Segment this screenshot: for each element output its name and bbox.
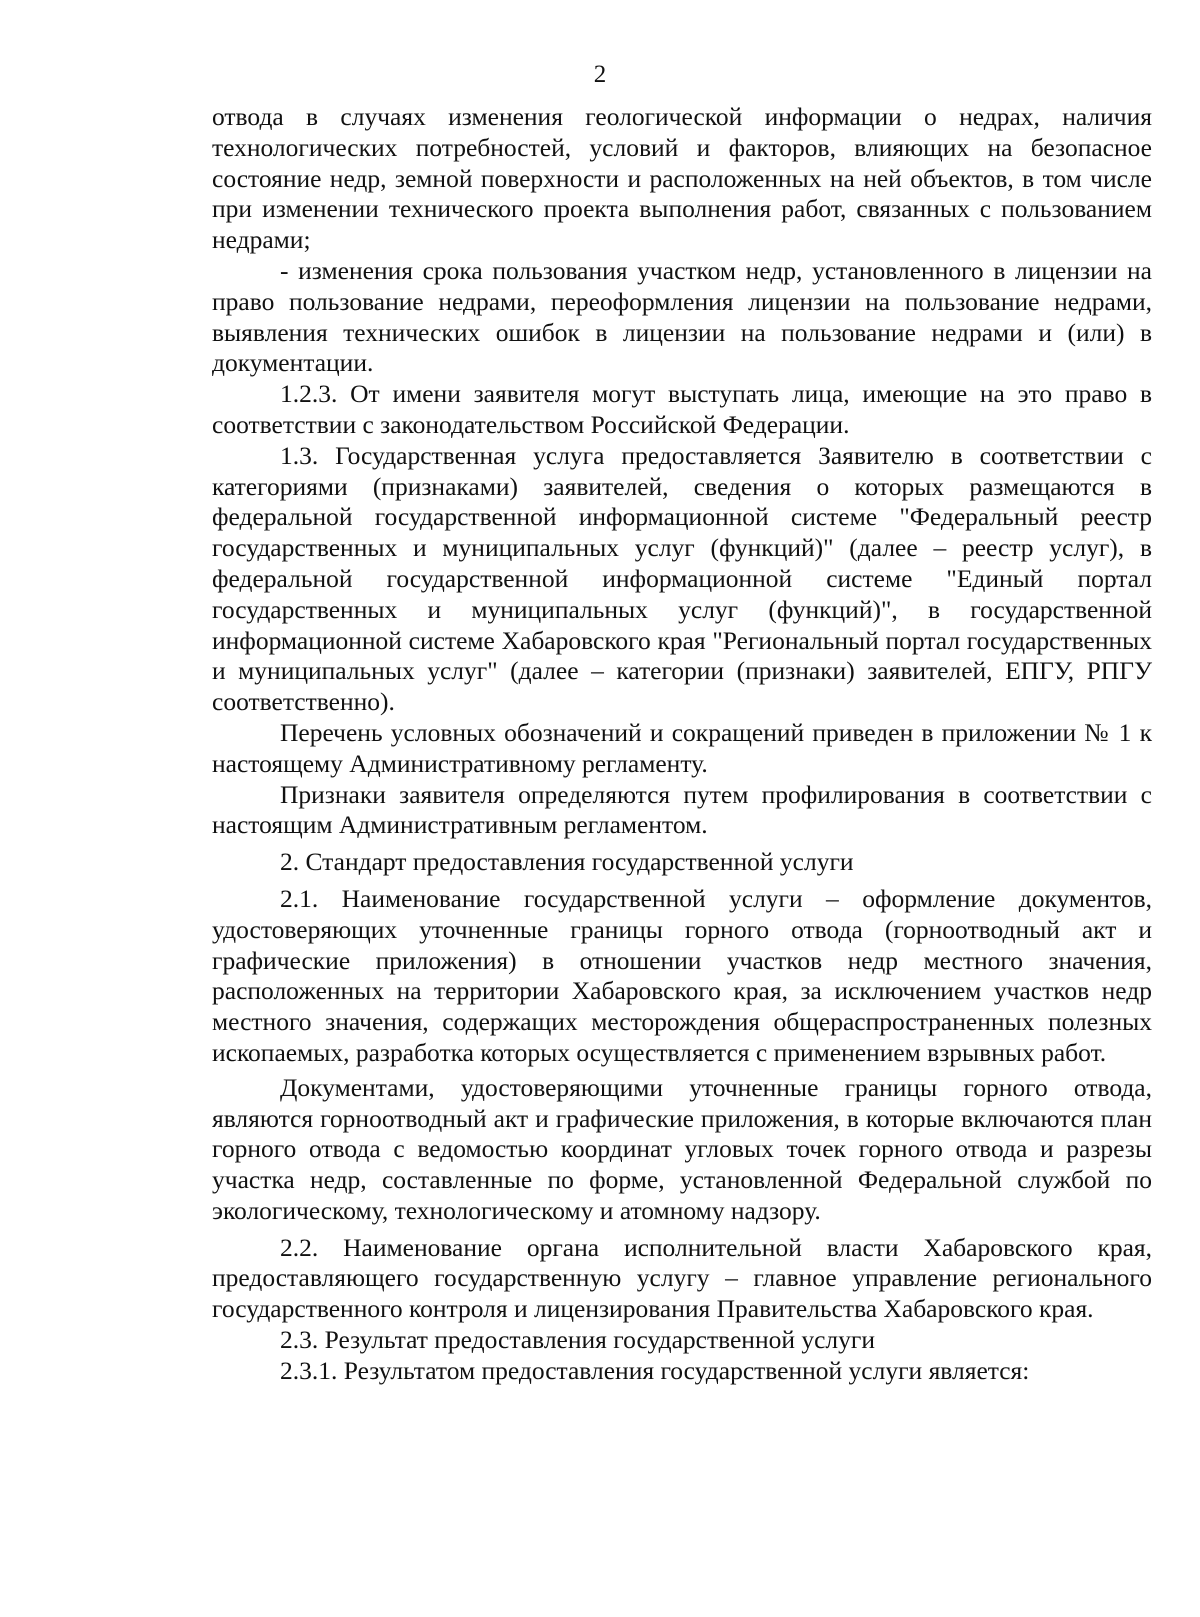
paragraph: 1.3. Государственная услуга предоставляется Заявителю в соответствии с категориями (признаками) заявителей, сведения о которых размещаются в федеральной государственной информационной системе "Федеральный реестр государственных и муниципальных услуг (функций)" (далее – реестр услуг), в федеральной государственной информационной системе "Единый портал государственных и муниципальных услуг (функций)", в государственной информационной системе Хабаровского края "Региональный портал государственных и муниципальных услуг" (далее – категории (признаки) заявителей, ЕПГУ, РПГУ соответственно). xyxy=(212,440,1152,717)
paragraph: - изменения срока пользования участком недр, установленного в лицензии на право пользование недрами, переоформления лицензии на пользование недрами, выявления технических ошибок в лицензии на пользование недрами и (или) в документации. xyxy=(212,255,1152,378)
paragraph: 2.1. Наименование государственной услуги – оформление документов, удостоверяющих уточненные границы горного отвода (горноотводный акт и графические приложения) в отношении участков недр местного значения, расположенных на территории Хабаровского края, за исключением участков недр местного значения, содержащих месторождения общераспространенных полезных ископаемых, разработка которых осуществляется с применением взрывных работ. xyxy=(212,883,1152,1067)
document-body xyxy=(212,102,1152,1387)
paragraph: отвода в случаях изменения геологической информации о недрах, наличия технологических потребностей, условий и факторов, влияющих на безопасное состояние недр, земной поверхности и расположенных на ней объектов, в том числе при изменении технического проекта выполнения работ, связанных с пользованием недрами; xyxy=(212,102,1152,255)
paragraph: 2.3.1. Результатом предоставления государственной услуги является: xyxy=(280,1355,1030,1385)
paragraph: Признаки заявителя определяются путем профилирования в соответствии с настоящим Административным регламентом. xyxy=(212,779,1152,840)
paragraph: 1.2.3. От имени заявителя могут выступать лица, имеющие на это право в соответствии с законодательством Российской Федерации. xyxy=(212,379,1152,439)
paragraph: Документами, удостоверяющими уточненные границы горного отвода, являются горноотводный акт и графические приложения, в которые включаются план горного отвода с ведомостью координат угловых точек горного отвода и разрезы участка недр, составленные по форме, установленной Федеральной службой по экологическому, технологическому и атомному надзору. xyxy=(212,1072,1152,1225)
section-heading: 2.3. Результат предоставления государственной услуги xyxy=(280,1325,876,1355)
page-number: 2 xyxy=(593,61,607,88)
section-heading: 2. Стандарт предоставления государственной услуги xyxy=(280,847,854,877)
paragraph: 2.2. Наименование органа исполнительной власти Хабаровского края, предоставляющего государственную услугу – главное управление регионального государственного контроля и лицензирования Правительства Хабаровского края. xyxy=(212,1232,1152,1324)
paragraph: Перечень условных обозначений и сокращений приведен в приложении № 1 к настоящему Административному регламенту. xyxy=(212,717,1152,778)
